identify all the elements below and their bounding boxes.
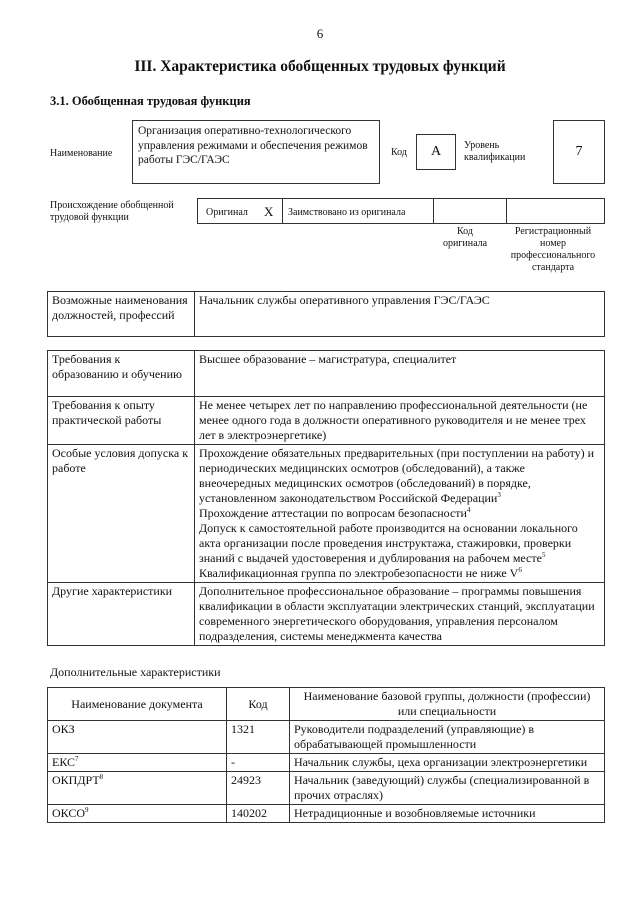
footnote-ref: 4: [466, 506, 471, 514]
condition-text: Прохождение обязательных предварительных (при поступлении на работу) и периодических медицинских осмотров (обследований), а также внеочередных медицинских осмотров (обследований) в порядке, установленном законодательством Российской Федерации: [199, 446, 595, 505]
row-code: 24923: [227, 772, 290, 805]
level-box: [553, 120, 605, 184]
row-name: Начальник (заведующий) службы (специализированной в прочих отраслях): [290, 772, 605, 805]
doc-name: ЕКС: [52, 755, 76, 769]
origin-label: Происхождение обобщенной трудовой функции: [50, 200, 174, 223]
level-label: Уровень квалификации: [464, 140, 526, 163]
additional-heading: Дополнительные характеристики: [50, 665, 221, 679]
row-name: Нетрадиционные и возобновляемые источники: [290, 805, 605, 823]
condition-item: [199, 506, 600, 521]
code-value: A: [430, 144, 442, 159]
row-code: -: [227, 754, 290, 772]
education-label: Требования к образованию и обучению: [48, 351, 195, 397]
row-code: 1321: [227, 721, 290, 754]
row-name: Начальник службы, цеха организации электроэнергетики: [290, 754, 605, 772]
code-original-caption: Код оригинала: [442, 226, 488, 249]
condition-text: Прохождение аттестации по вопросам безопасности: [199, 506, 467, 520]
doc-name: ОКПДРТ: [52, 773, 100, 787]
function-name-value: Организация оперативно-технологического управления режимами и обеспечения режимов работы ГЭС/ГАЭС: [138, 125, 368, 166]
function-name-box: [132, 120, 380, 184]
row-name: Руководители подразделений (управляющие) в обрабатывающей промышленности: [290, 721, 605, 754]
page-number: 6: [316, 26, 324, 41]
education-value: Высшее образование – магистратура, специалитет: [195, 351, 605, 397]
footnote-ref: 5: [541, 551, 546, 559]
positions-label: Возможные наименования должностей, профессий: [48, 292, 195, 337]
row-document: [48, 772, 227, 805]
positions-table: [47, 291, 605, 337]
experience-label: Требования к опыту практической работы: [48, 397, 195, 445]
footnote-ref: 9: [85, 806, 89, 814]
row-document: [48, 721, 227, 754]
reg-number-caption: Регистрационный номер профессионального стандарта: [510, 226, 596, 273]
column-header-document: Наименование документа: [48, 688, 227, 721]
code-box: [416, 134, 456, 170]
table-row: [48, 772, 605, 805]
requirements-table: [47, 350, 605, 646]
name-label: Наименование: [50, 148, 113, 159]
experience-value: Не менее четырех лет по направлению профессиональной деятельности (не менее одного года в должности оперативного руководителя и не менее трех лет в электроэнергетике): [195, 397, 605, 445]
footnote-ref: 6: [518, 566, 522, 574]
section-title: III. Характеристика обобщенных трудовых функций: [134, 58, 506, 75]
condition-text: Квалификационная группа по электробезопасности не ниже V: [199, 566, 519, 580]
subsection-title: 3.1. Обобщенная трудовая функция: [50, 94, 251, 108]
table-row: [48, 805, 605, 823]
row-document: [48, 754, 227, 772]
doc-name: ОКЗ: [52, 722, 75, 736]
code-cell-divider: [433, 199, 434, 223]
condition-item: [199, 566, 600, 581]
table-row: [48, 721, 605, 754]
origin-table: [197, 198, 605, 224]
table-row: [48, 754, 605, 772]
original-label: Оригинал: [206, 207, 248, 218]
column-header-code: Код: [227, 688, 290, 721]
footnote-ref: 8: [99, 773, 104, 781]
other-label: Другие характеристики: [48, 583, 195, 646]
row-code: 140202: [227, 805, 290, 823]
original-mark: X: [264, 204, 274, 219]
other-value: Дополнительное профессиональное образование – программы повышения квалификации в области эксплуатации электрических станций, эксплуатации современного энергетического оборудования, управления персоналом подразделения, системы менеджмента качества: [195, 583, 605, 646]
reg-cell-divider: [506, 199, 507, 223]
code-label: Код: [391, 147, 407, 158]
column-header-name: Наименование базовой группы, должности (профессии) или специальности: [290, 688, 605, 721]
condition-item: [199, 446, 600, 506]
conditions-label: Особые условия допуска к работе: [48, 445, 195, 583]
positions-value: Начальник службы оперативного управления ГЭС/ГАЭС: [195, 292, 605, 337]
origin-divider: [282, 199, 283, 223]
doc-name: ОКСО: [52, 806, 86, 820]
conditions-cell: [195, 445, 605, 583]
level-value: 7: [575, 144, 583, 159]
additional-table: [47, 687, 605, 823]
row-document: [48, 805, 227, 823]
footnote-ref: 3: [497, 491, 501, 499]
condition-item: [199, 521, 600, 566]
borrowed-label: Заимствовано из оригинала: [288, 207, 406, 218]
condition-text: Допуск к самостоятельной работе производится на основании локального акта организации после проведения инструктажа, стажировки, проверки знаний с выдачей удостоверения и дублирования на рабочем месте: [199, 521, 578, 565]
footnote-ref: 7: [75, 755, 79, 763]
